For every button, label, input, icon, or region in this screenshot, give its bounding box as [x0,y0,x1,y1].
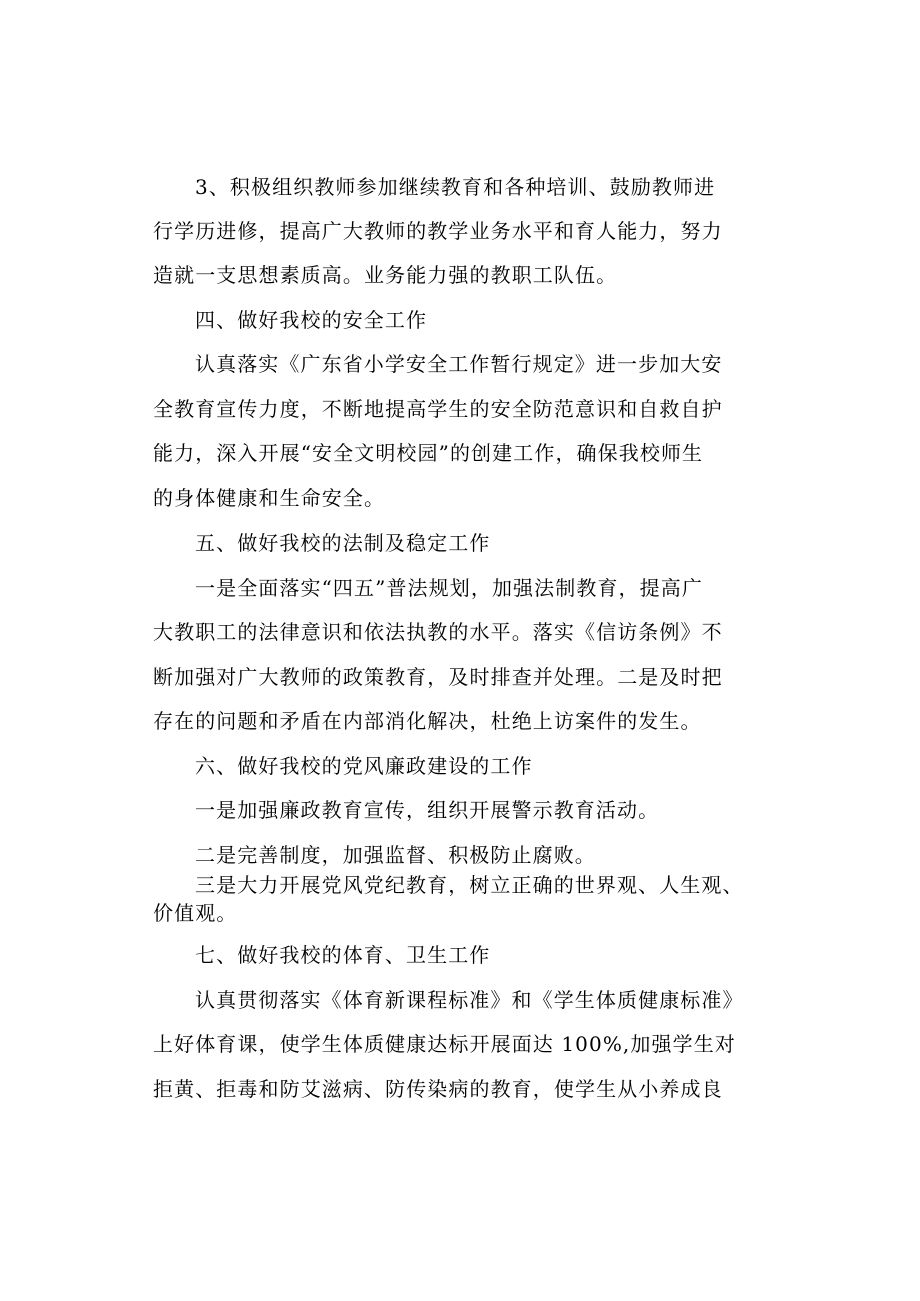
section-heading: 六、做好我校的党风廉政建设的工作 [195,754,533,778]
paragraph-line: 价值观。 [153,901,238,925]
paragraph-line: 行学历进修，提高广大教师的教学业务水平和育人能力，努力 [153,219,723,243]
paragraph-line: 造就一支思想素质高。业务能力强的教职工队伍。 [153,263,618,287]
paragraph-line: 能力，深入开展“安全文明校园”的创建工作，确保我校师生 [153,441,704,465]
paragraph-line: 二是完善制度，加强监督、积极防止腐败。 [195,843,596,867]
paragraph-line: 3、积极组织教师参加继续教育和各种培训、鼓励教师进 [195,175,716,199]
paragraph-line: 上好体育课，使学生体质健康达标开展面达 100%,加强学生对 [153,1032,736,1056]
section-heading: 七、做好我校的体育、卫生工作 [195,943,491,967]
section-heading: 五、做好我校的法制及稳定工作 [195,531,491,555]
paragraph-line: 存在的问题和矛盾在内部消化解决，杜绝上访案件的发生。 [153,709,702,733]
paragraph-line: 拒黄、拒毒和防艾滋病、防传染病的教育，使学生从小养成良 [153,1077,723,1101]
paragraph-line: 全教育宣传力度，不断地提高学生的安全防范意识和自救自护 [153,397,723,421]
paragraph-line: 断加强对广大教师的政策教育，及时排查并处理。二是及时把 [153,665,723,689]
paragraph-line: 认真贯彻落实《体育新课程标准》和《学生体质健康标准》 [195,988,744,1012]
paragraph-line: 三是大力开展党风党纪教育，树立正确的世界观、人生观、 [195,873,744,897]
paragraph-line: 大教职工的法律意识和依法执教的水平。落实《信访条例》不 [153,620,723,644]
paragraph-line: 认真落实《广东省小学安全工作暂行规定》进一步加大安 [195,352,723,376]
paragraph-line: 一是全面落实“四五”普法规划，加强法制教育，提高广 [195,576,703,600]
paragraph-line: 的身体健康和生命安全。 [153,486,386,510]
section-heading: 四、做好我校的安全工作 [195,308,428,332]
paragraph-line: 一是加强廉政教育宣传，组织开展警示教育活动。 [195,798,660,822]
